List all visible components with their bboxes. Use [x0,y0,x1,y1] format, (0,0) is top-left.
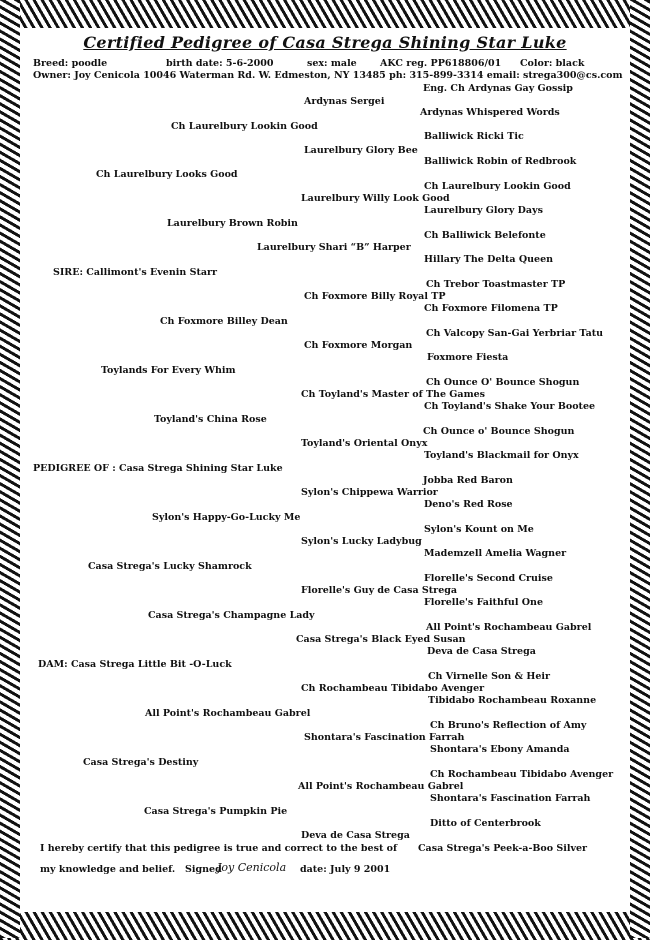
pedigree-entry: Casa Strega's Champagne Lady [148,610,315,621]
breed-field: Breed: poodle [33,58,108,69]
certification-date: date: July 9 2001 [300,864,391,875]
pedigree-entry: Shontara's Ebony Amanda [430,744,570,755]
pedigree-entry: Sylon's Lucky Ladybug [301,536,422,547]
pedigree-entry: Ch Bruno's Reflection of Amy [430,720,587,731]
sex-field: sex: male [307,58,357,69]
decorative-border-right [630,0,650,938]
decorative-border-left [0,0,20,938]
pedigree-entry: Ch Toyland's Master of The Games [301,389,486,400]
signed-label: Signed [185,864,222,875]
pedigree-entry: Laurelbury Brown Robin [167,218,298,229]
pedigree-entry: Laurelbury Shari “B” Harper [257,242,411,253]
pedigree-entry: Shontara's Fascination Farrah [430,793,591,804]
page-title: Certified Pedigree of Casa Strega Shining Star Luke [83,33,567,52]
pedigree-entry: Sylon's Happy-Go-Lucky Me [152,512,301,523]
pedigree-entry: Balliwick Ricki Tic [424,131,524,142]
birth-date-field: birth date: 5-6-2000 [166,58,274,69]
pedigree-entry: Tibidabo Rochambeau Roxanne [428,695,597,706]
pedigree-entry: Laurelbury Glory Days [424,205,543,216]
pedigree-entry: Toyland's Blackmail for Onyx [424,450,579,461]
pedigree-entry: Ardynas Whispered Words [420,107,560,118]
pedigree-entry: Toylands For Every Whim [101,365,236,376]
pedigree-entry: Casa Strega's Destiny [83,757,199,768]
decorative-border-top [0,0,650,28]
pedigree-entry: Laurelbury Glory Bee [304,145,418,156]
dam-name: DAM: Casa Strega Little Bit -O-Luck [38,659,232,670]
pedigree-entry: Shontara's Fascination Farrah [304,732,465,743]
akc-reg-field: AKC reg. PP618806/01 [380,58,502,69]
pedigree-entry: Ch Foxmore Filomena TP [424,303,558,314]
owner-field: Owner: Joy Cenicola 10046 Waterman Rd. W. Edmeston, NY 13485 ph: 315-899-3314 email: strega300@cs.com [33,70,623,81]
pedigree-entry: Florelle's Second Cruise [424,573,553,584]
pedigree-entry: Hillary The Delta Queen [424,254,554,265]
pedigree-entry: All Point's Rochambeau Gabrel [298,781,464,792]
pedigree-entry: Ch Foxmore Billy Royal TP [304,291,446,302]
pedigree-entry: Deno's Red Rose [424,499,513,510]
pedigree-entry: Toyland's Oriental Onyx [301,438,428,449]
pedigree-entry: Ch Laurelbury Lookin Good [171,121,318,132]
pedigree-entry: Casa Strega's Black Eyed Susan [296,634,466,645]
pedigree-subject: PEDIGREE OF : Casa Strega Shining Star Luke [33,463,283,474]
pedigree-entry: Ch Balliwick Belefonte [424,230,546,241]
pedigree-entry: Ditto of Centerbrook [430,818,541,829]
pedigree-entry: Ch Laurelbury Looks Good [96,169,238,180]
certification-line-2: my knowledge and belief. [40,864,176,875]
pedigree-entry: Balliwick Robin of Redbrook [424,156,577,167]
color-field: Color: black [520,58,585,69]
pedigree-entry: Sylon's Chippewa Warrior [301,487,438,498]
pedigree-entry: Mademzell Amelia Wagner [424,548,567,559]
pedigree-entry: Deva de Casa Strega [427,646,536,657]
signature: Joy Cenicola [217,861,287,874]
sire-name: SIRE: Callimont's Evenin Starr [53,267,217,278]
pedigree-entry: Casa Strega's Lucky Shamrock [88,561,252,572]
pedigree-entry: Florelle's Faithful One [424,597,543,608]
pedigree-entry: All Point's Rochambeau Gabrel [145,708,311,719]
pedigree-entry: Ch Rochambeau Tibidabo Avenger [301,683,485,694]
pedigree-entry: Laurelbury Willy Look Good [301,193,450,204]
pedigree-entry: Ch Laurelbury Lookin Good [424,181,571,192]
pedigree-entry: Florelle's Guy de Casa Strega [301,585,458,596]
certification-line-1: I hereby certify that this pedigree is true and correct to the best of [40,843,398,854]
pedigree-entry: Deva de Casa Strega [301,830,410,841]
pedigree-entry: Eng. Ch Ardynas Gay Gossip [423,83,573,94]
pedigree-entry: Sylon's Kount on Me [424,524,534,535]
pedigree-entry: Jobba Red Baron [423,475,513,486]
pedigree-entry: Ch Valcopy San-Gai Yerbriar Tatu [426,328,604,339]
pedigree-entry: Ch Rochambeau Tibidabo Avenger [430,769,614,780]
pedigree-entry: Ch Ounce O' Bounce Shogun [426,377,580,388]
pedigree-entry: Ch Foxmore Morgan [304,340,413,351]
pedigree-entry: All Point's Rochambeau Gabrel [426,622,592,633]
pedigree-entry: Foxmore Fiesta [427,352,509,363]
pedigree-entry: Ch Foxmore Billey Dean [160,316,288,327]
pedigree-entry: Casa Strega's Pumpkin Pie [144,806,288,817]
pedigree-entry: Casa Strega's Peek-a-Boo Silver [418,843,588,854]
pedigree-entry: Toyland's China Rose [154,414,267,425]
pedigree-entry: Ch Virnelle Son & Heir [428,671,551,682]
pedigree-entry: Ch Toyland's Shake Your Bootee [424,401,596,412]
pedigree-entry: Ch Trebor Toastmaster TP [426,279,566,290]
pedigree-entry: Ch Ounce o' Bounce Shogun [423,426,575,437]
decorative-border-bottom [0,912,650,940]
pedigree-entry: Ardynas Sergei [304,96,385,107]
